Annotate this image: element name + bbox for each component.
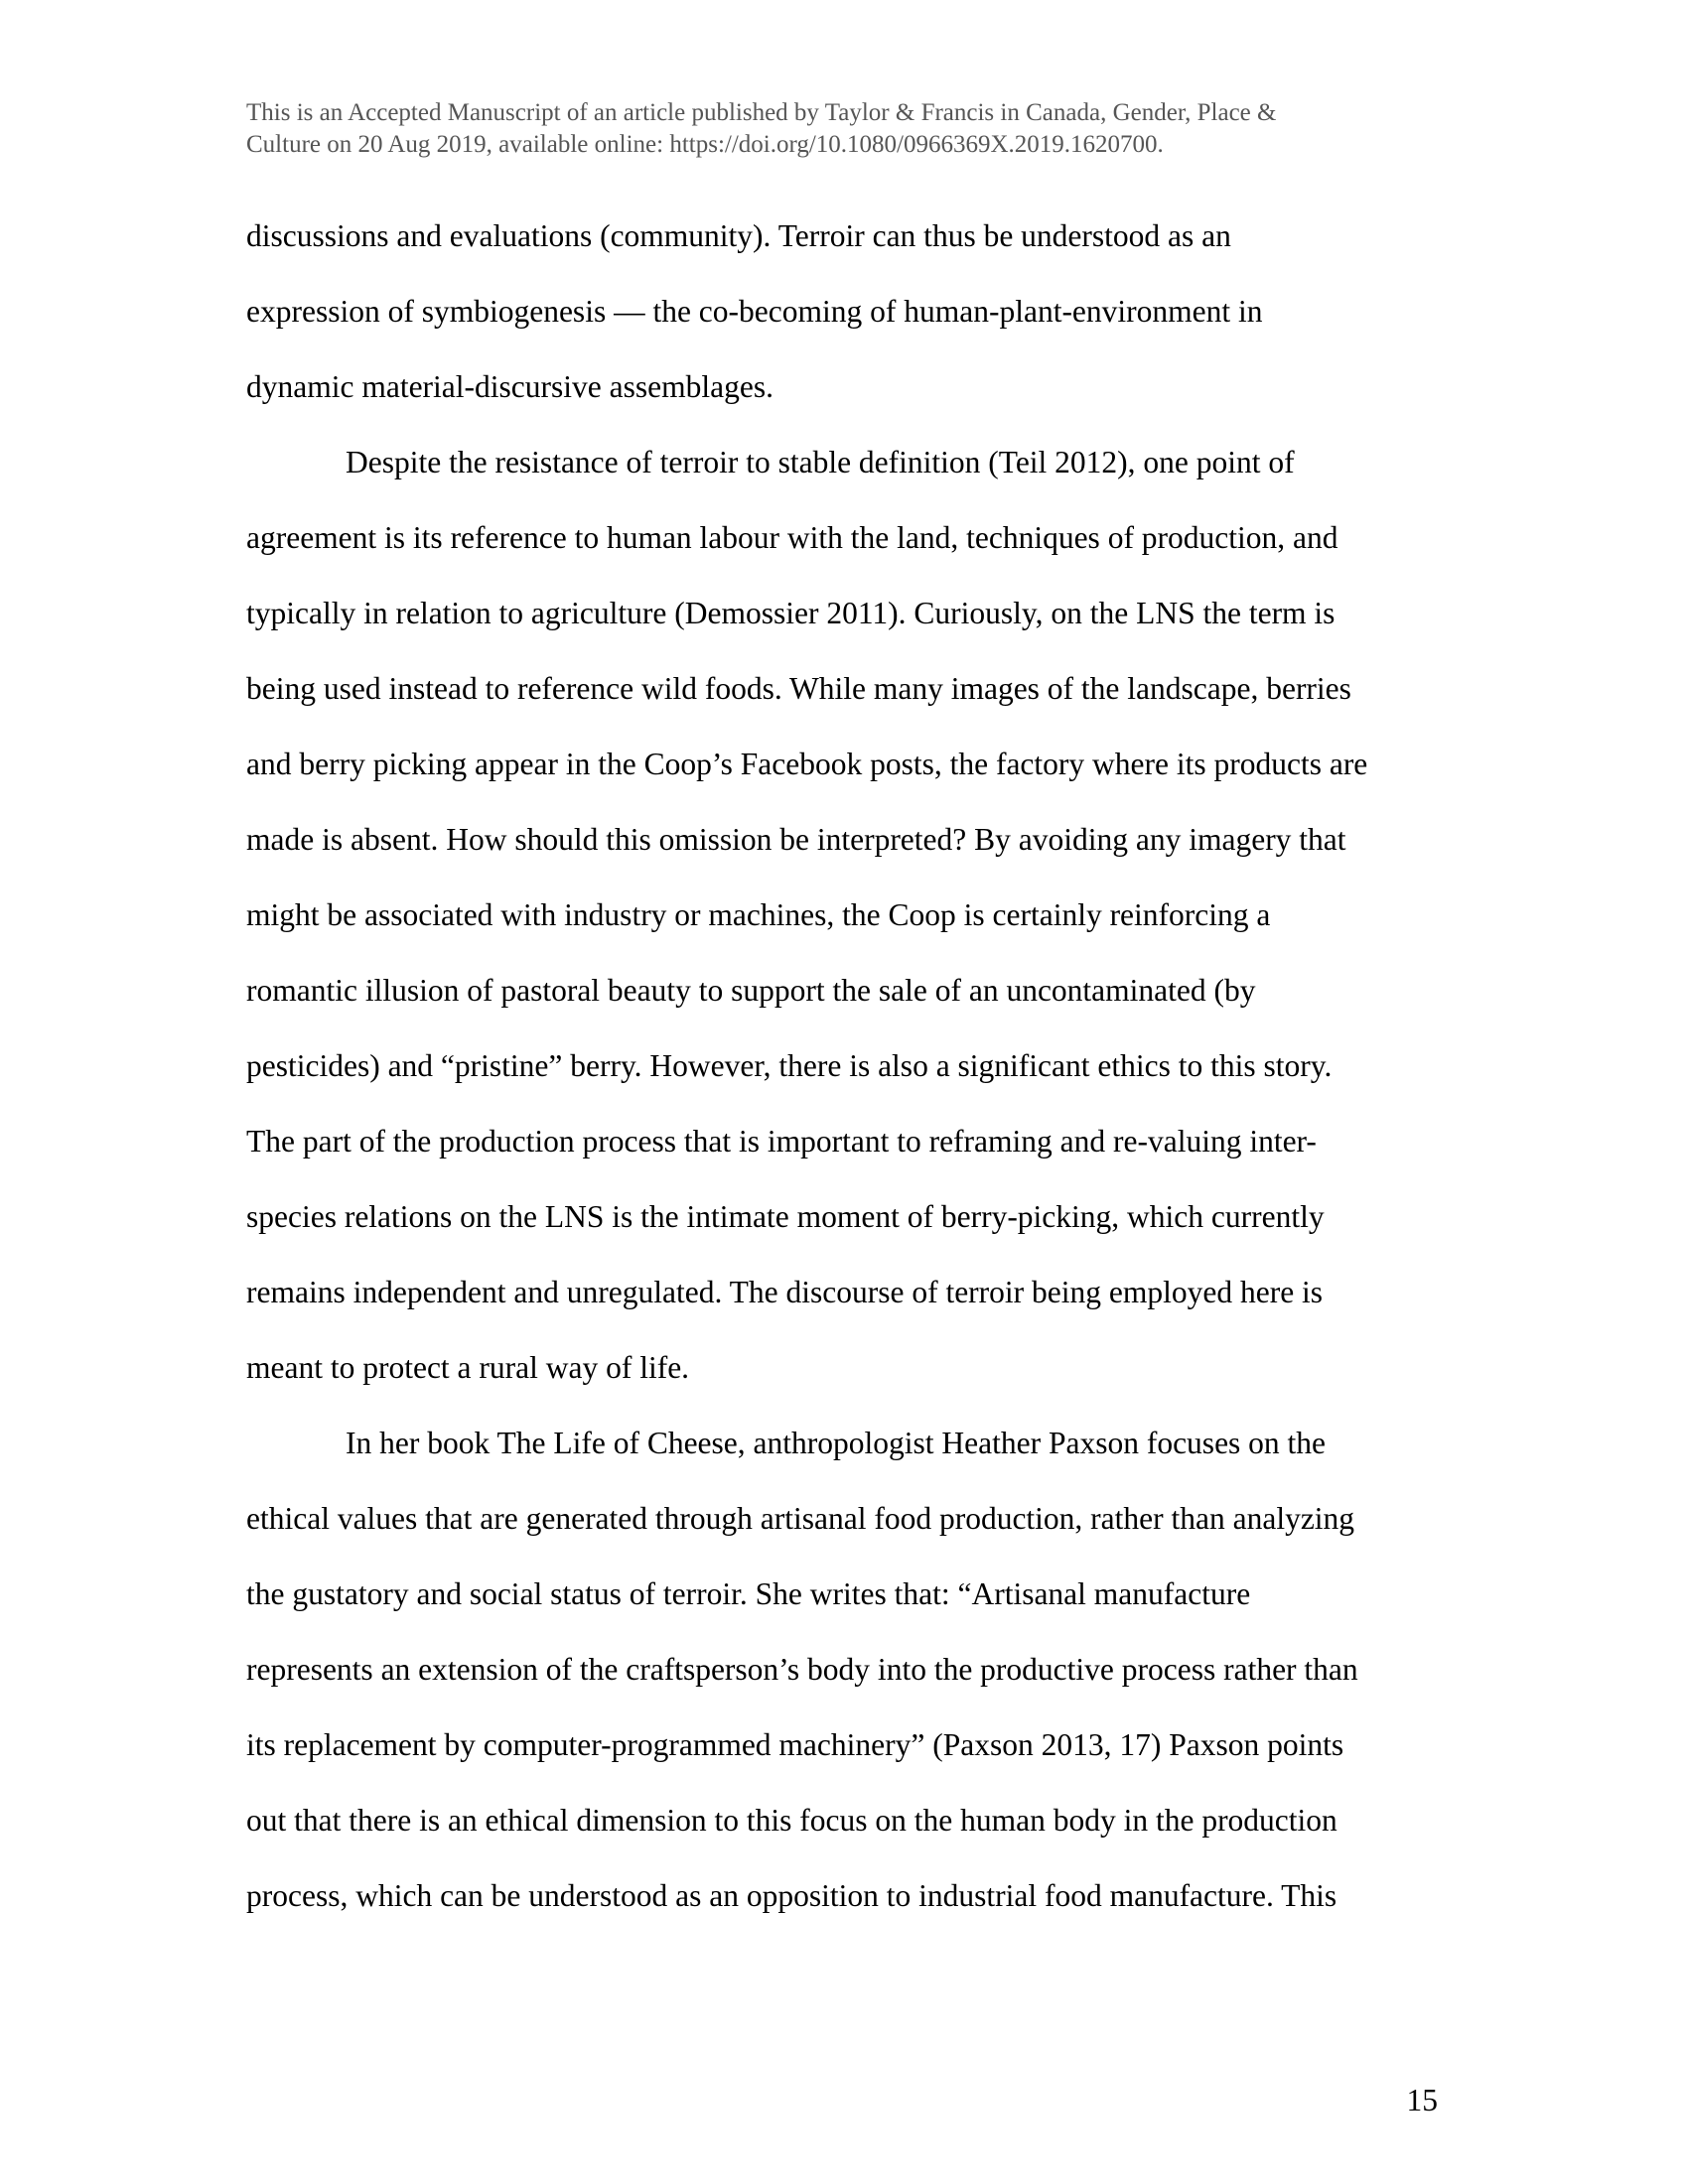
text-line: species relations on the LNS is the intimate moment of berry-picking, which currently: [246, 1199, 1325, 1234]
text-line: dynamic material-discursive assemblages.: [246, 369, 774, 404]
text-line: pesticides) and “pristine” berry. However, there is also a significant ethics to this story.: [246, 1048, 1333, 1083]
text-line: represents an extension of the craftsperson’s body into the productive process rather than: [246, 1652, 1358, 1687]
text-line: agreement is its reference to human labour with the land, techniques of production, and: [246, 520, 1338, 555]
text-line: and berry picking appear in the Coop’s Facebook posts, the factory where its products are: [246, 747, 1368, 781]
page-number: 15: [1406, 2083, 1438, 2117]
header-line-2: Culture on 20 Aug 2019, available online: https://doi.org/10.1080/0966369X.2019.1620700.: [246, 131, 1164, 158]
paragraph-first-line: In her book The Life of Cheese, anthropologist Heather Paxson focuses on the: [346, 1426, 1327, 1460]
text-line: ethical values that are generated through artisanal food production, rather than analyzing: [246, 1501, 1355, 1536]
text-line: made is absent. How should this omission be interpreted? By avoiding any imagery that: [246, 822, 1346, 857]
text-line: might be associated with industry or machines, the Coop is certainly reinforcing a: [246, 897, 1271, 932]
paragraph-first-line: Despite the resistance of terroir to stable definition (Teil 2012), one point of: [346, 445, 1295, 479]
text-line: meant to protect a rural way of life.: [246, 1350, 690, 1385]
text-line: discussions and evaluations (community). Terroir can thus be understood as an: [246, 218, 1231, 253]
text-line: being used instead to reference wild foods. While many images of the landscape, berries: [246, 671, 1351, 706]
text-line: typically in relation to agriculture (Demossier 2011). Curiously, on the LNS the term is: [246, 596, 1336, 630]
manuscript-header: [246, 97, 1438, 161]
text-line: expression of symbiogenesis — the co-becoming of human-plant-environment in: [246, 294, 1263, 329]
text-line: out that there is an ethical dimension to this focus on the human body in the production: [246, 1803, 1337, 1838]
text-line: remains independent and unregulated. The discourse of terroir being employed here is: [246, 1275, 1324, 1309]
text-line: process, which can be understood as an opposition to industrial food manufacture. This: [246, 1878, 1337, 1913]
header-line-1: This is an Accepted Manuscript of an article published by Taylor & Francis in Canada, Gender, Place &: [246, 99, 1277, 126]
text-line: romantic illusion of pastoral beauty to support the sale of an uncontaminated (by: [246, 973, 1256, 1008]
text-line: the gustatory and social status of terroir. She writes that: “Artisanal manufacture: [246, 1576, 1251, 1611]
text-line: its replacement by computer-programmed machinery” (Paxson 2013, 17) Paxson points: [246, 1727, 1344, 1762]
text-line: The part of the production process that is important to reframing and re-valuing inter-: [246, 1124, 1317, 1159]
